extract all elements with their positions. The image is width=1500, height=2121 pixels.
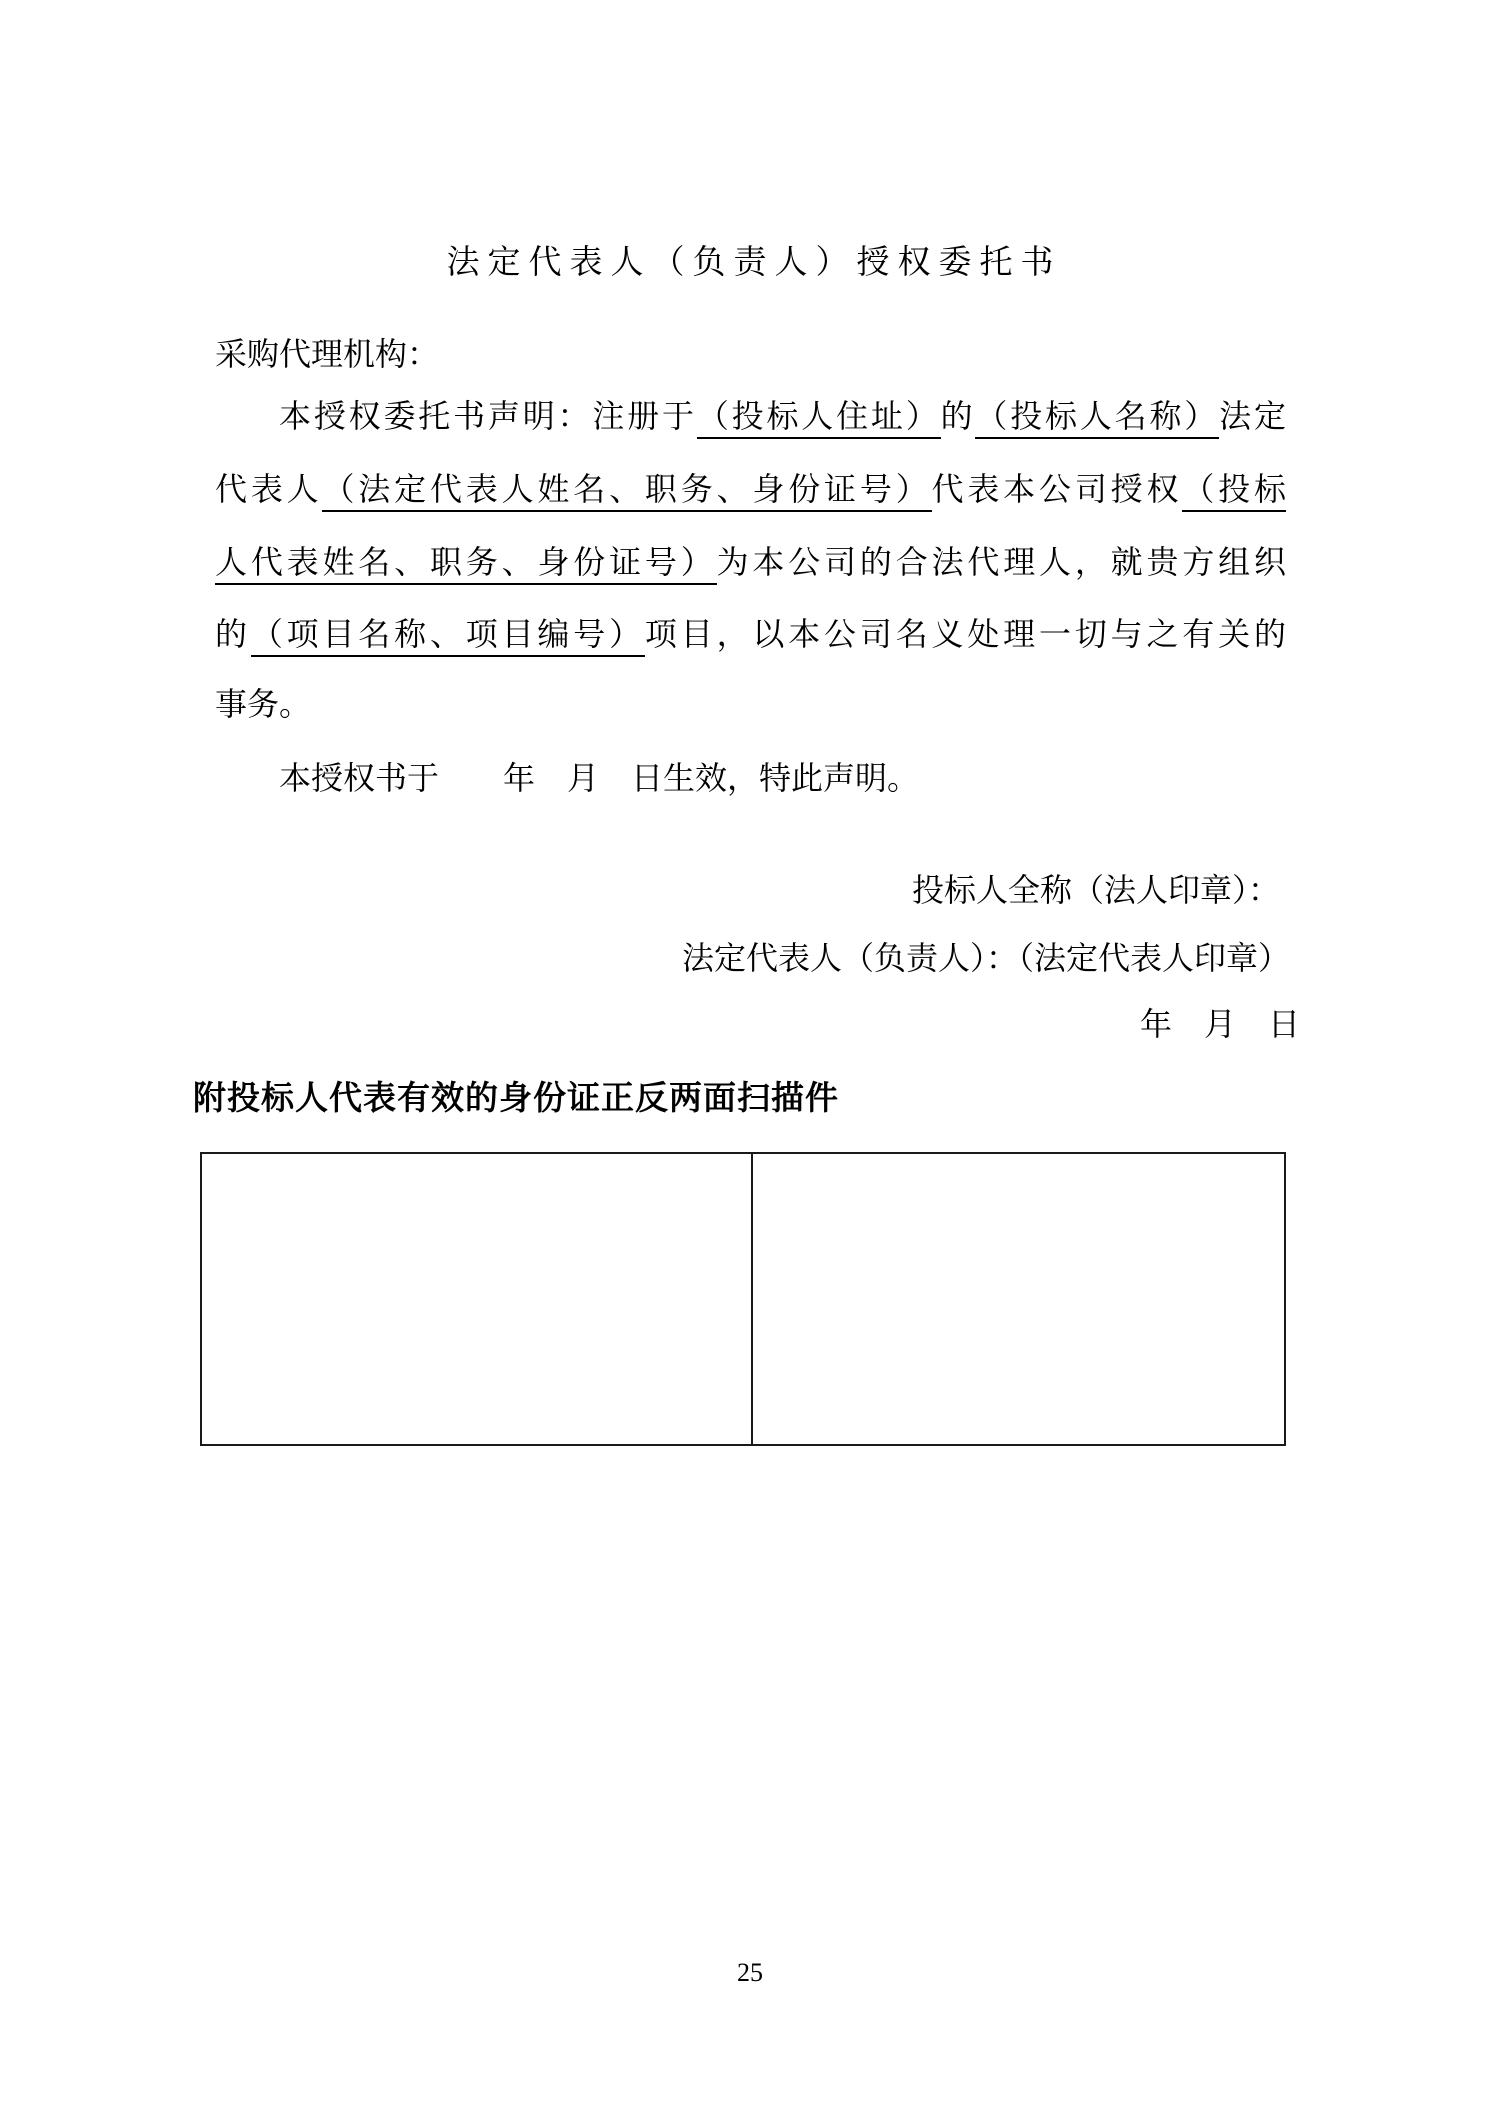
signature-legal-rep-line: 法定代表人（负责人）：（法定代表人印章） — [681, 940, 1290, 976]
authorization-paragraph-line-2 — [215, 471, 1286, 508]
paragraph-text: 代表本公司授权 — [931, 471, 1183, 507]
effective-date-line: 本授权书于 年 月 日生效，特此声明。 — [279, 760, 920, 796]
addressee-line: 采购代理机构： — [215, 336, 440, 372]
attachment-heading: 附投标人代表有效的身份证正反两面扫描件 — [193, 1079, 839, 1116]
paragraph-text: 的 — [215, 616, 251, 652]
blank-bidder-address: （投标人住址） — [697, 398, 941, 439]
authorization-paragraph-line-5 — [215, 686, 1286, 723]
paragraph-text: 代表人 — [215, 471, 323, 507]
blank-agent-info-start: （投标 — [1182, 471, 1286, 512]
blank-bidder-name: （投标人名称） — [975, 398, 1219, 439]
signature-bidder-name-line: 投标人全称（法人印章）： — [911, 872, 1280, 908]
paragraph-text: 为本公司的合法代理人，就贵方组织 — [716, 544, 1286, 580]
blank-project-info: （项目名称、项目编号） — [251, 616, 645, 657]
paragraph-text: 本授权委托书声明：注册于 — [279, 398, 697, 434]
document-title: 法定代表人（负责人）授权委托书 — [446, 245, 1062, 281]
blank-agent-info-end: 人代表姓名、职务、身份证号） — [215, 544, 717, 585]
id-card-back-scan-box — [753, 1154, 1284, 1444]
authorization-paragraph-line-4 — [215, 616, 1286, 653]
blank-legal-rep-info: （法定代表人姓名、职务、身份证号） — [322, 471, 931, 512]
page-number: 25 — [737, 1958, 763, 1987]
paragraph-text: 法定 — [1219, 398, 1286, 434]
paragraph-text: 事务。 — [215, 686, 312, 722]
paragraph-text: 项目，以本公司名义处理一切与之有关的 — [644, 616, 1286, 652]
authorization-paragraph-line-1 — [215, 398, 1286, 435]
paragraph-text: 的 — [940, 398, 976, 434]
authorization-paragraph-line-3 — [215, 544, 1286, 581]
id-scan-table — [200, 1152, 1286, 1446]
id-card-front-scan-box — [202, 1154, 753, 1444]
signature-date-line: 年 月 日 — [1139, 1006, 1300, 1042]
